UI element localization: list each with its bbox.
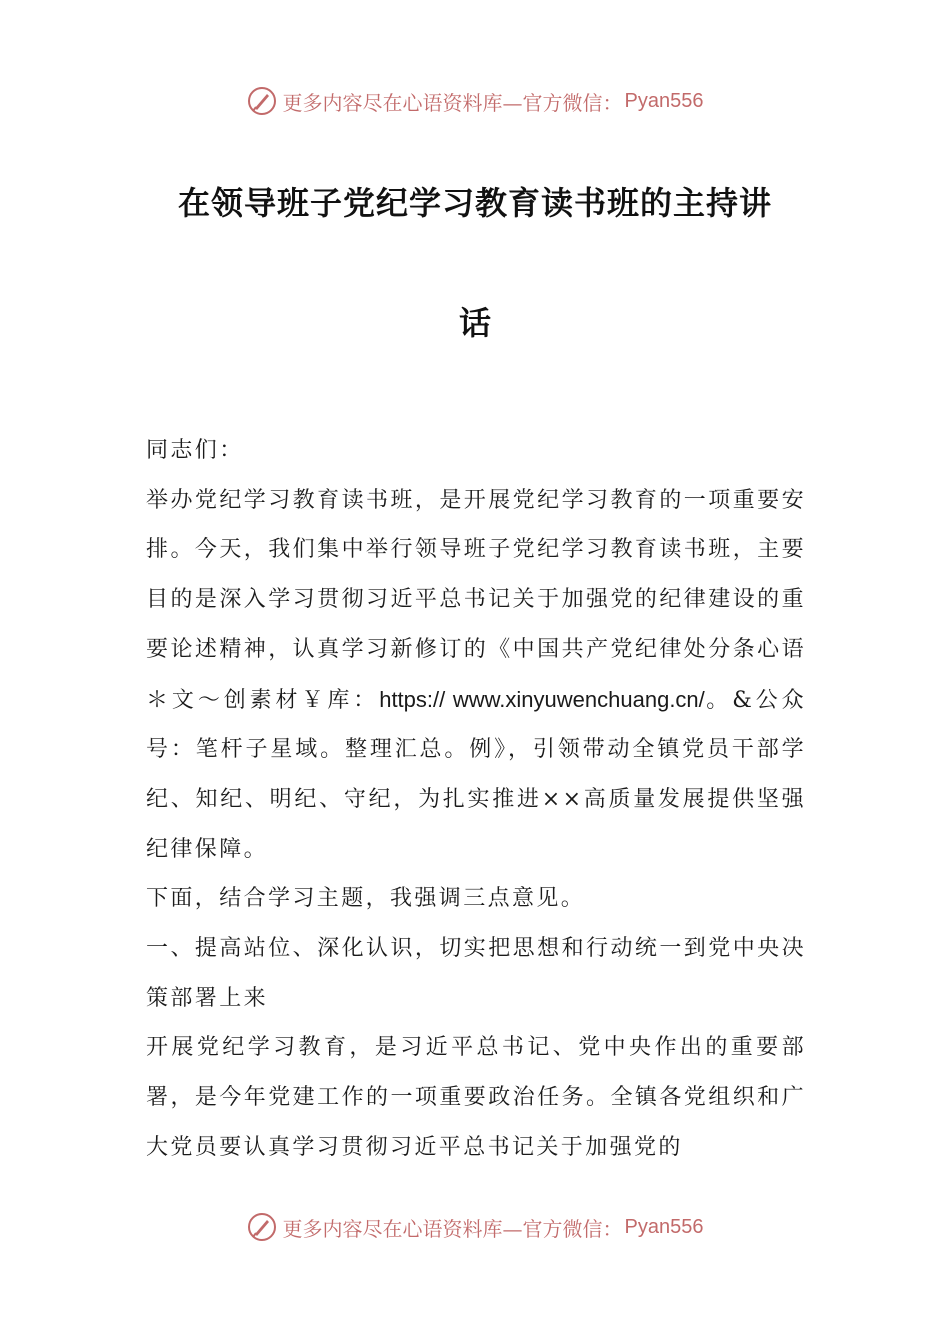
- document-title-line2: 话: [458, 304, 491, 342]
- section-heading-1: 一、提高站位、深化认识，切实把思想和行动统一到党中央决策部署上来: [146, 936, 806, 1011]
- quill-pen-logo-icon: [247, 86, 277, 116]
- paragraph-1-text-a: 举办党纪学习教育读书班，是开展党纪学习教育的一项重要安排。今天，我们集中举行领导班子党纪学习教育读书班，主要目的是深入学习贯彻习近平总书记关于加强党的纪律建设的重要论述精神，认真学习新修订的《中国共产党纪律处分条心语＊文～创素材￥库：: [146, 487, 806, 713]
- watermark-footer: [0, 1212, 950, 1242]
- watermark-text: 更多内容尽在心语资料库—官方微信：: [282, 90, 623, 115]
- paragraph-1: [146, 476, 806, 875]
- document-body: [146, 426, 806, 1173]
- intro-paragraph: 下面，结合学习主题，我强调三点意见。: [146, 886, 586, 912]
- paragraph-2: 开展党纪学习教育，是习近平总书记、党中央作出的重要部署，是今年党建工作的一项重要政治任务。全镇各党组织和广大党员要认真学习贯彻习近平总书记关于加强党的: [146, 1035, 806, 1160]
- watermark-wechat-id: Pyan556: [624, 89, 704, 112]
- salutation: 同志们：: [146, 438, 244, 463]
- watermark-header: [0, 86, 950, 116]
- watermark-wechat-id: Pyan556: [624, 1215, 704, 1238]
- paragraph-1-text-b: 。&公众号：笔杆子星域。整理汇总。例》，引领带动全镇党员干部学纪、知纪、明纪、守纪，为扎实推进××高质量发展提供坚强纪律保障。: [146, 687, 807, 862]
- document-title-line1: 在领导班子党纪学习教育读书班的主持讲: [177, 184, 772, 222]
- paragraph-1-url: https:// www.xinyuwenchuang.cn/: [379, 686, 705, 712]
- watermark-text: 更多内容尽在心语资料库—官方微信：: [282, 1216, 623, 1241]
- quill-pen-logo-icon: [247, 1212, 277, 1242]
